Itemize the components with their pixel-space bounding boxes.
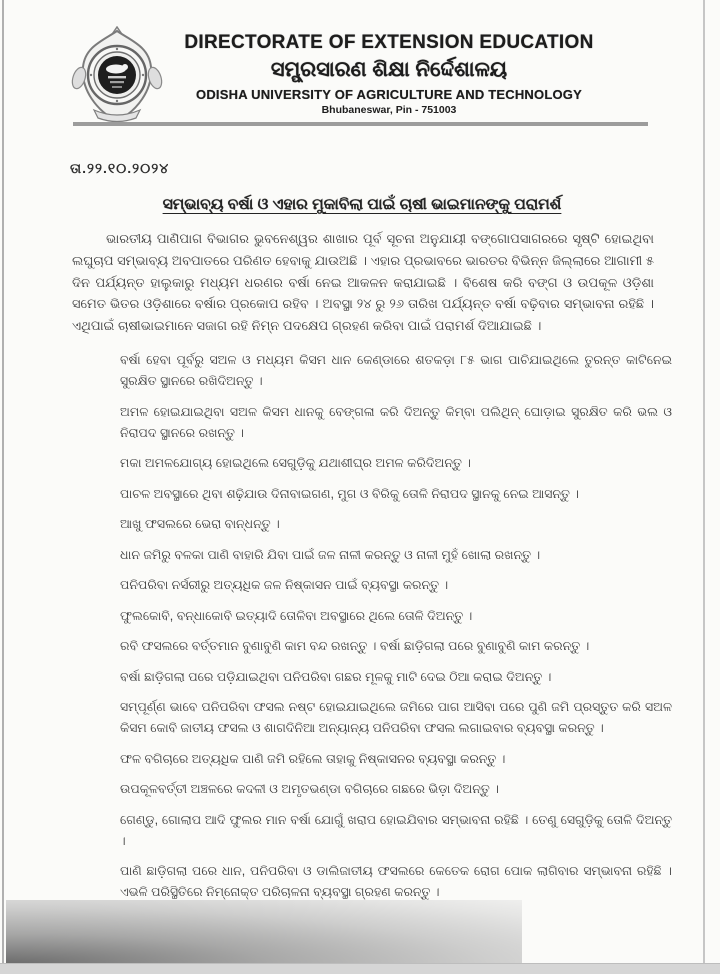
list-item: • ସମ୍ପୂର୍ଣ୍ଣ ଭାବେ ପନିପରିବା ଫସଲ ନଷ୍ଟ ହୋଇଯାଇଥିଲେ ଜମିରେ ପାଗ ଆସିବା ପରେ ପୁଣି ଜମି ପ୍ରସ୍ତୁତ କରି ସଅଳ କିସମ କୋବି ଜାତୀୟ ଫସଲ ଓ ଶାଗଦିନିଆ ଅନ୍ୟାନ୍ୟ ପନିପରିବା ଫସଲ ଲଗାଇବାର ବ୍ୟବସ୍ଥା କରନ୍ତୁ । <box>118 697 672 739</box>
list-item: • ରବି ଫସଲରେ ବର୍ତ୍ତମାନ ବୁଣାବୁଣି କାମ ବନ୍ଦ ରଖନ୍ତୁ । ବର୍ଷା ଛାଡ଼ିଗଲା ପରେ ବୁଣାବୁଣି କାମ କରନ୍ତୁ । <box>118 636 672 657</box>
advisory-bullet-list <box>102 350 672 914</box>
page-edge-right <box>703 0 705 974</box>
list-item: • ମକା ଅମଳଯୋଗ୍ୟ ହୋଇଥିଲେ ସେଗୁଡ଼ିକୁ ଯଥାଶୀଘ୍ର ଅମଳ କରିଦିଅନ୍ତୁ । <box>118 453 672 474</box>
intro-paragraph: ଭାରତୀୟ ପାଣିପାଗ ବିଭାଗର ଭୁବନେଶ୍ୱର ଶାଖାର ପୂର୍ବ ସୂଚନା ଅନୁଯାୟୀ ବଙ୍ଗୋପସାଗରରେ ସୃଷ୍ଟି ହୋଇଥିବା ଲଘୁଚାପ ସମ୍ଭାବ୍ୟ ଅବପାତରେ ପରିଣତ ହେବାକୁ ଯାଉଅଛି । ଏହାର ପ୍ରଭାବରେ ଭାରତର ବିଭିନ୍ନ ଜିଲ୍ଲାରେ ଆଗାମୀ ୫ ଦିନ ପର୍ଯ୍ୟନ୍ତ ହାଲୁକାରୁ ମଧ୍ୟମ ଧରଣର ବର୍ଷା ନେଇ ଆକଳନ କରାଯାଇଛି । ବିଶେଷ କରି ବଙ୍ଗ ଓ ଉପକୂଳ ଓଡ଼ିଶା ସମେତ ଭିତର ଓଡ଼ିଶାରେ ବର୍ଷାର ପ୍ରକୋପ ରହିବ । ଅବସ୍ଥା ୨୪ ରୁ ୨୬ ତାରିଖ ପର୍ଯ୍ୟନ୍ତ ବର୍ଷା ବଢ଼ିବାର ସମ୍ଭାବନା ରହିଛି । ଏଥିପାଇଁ ଚାଷୀଭାଇମାନେ ସଜାଗ ରହି ନିମ୍ନ ପଦକ୍ଷେପ ଗ୍ରହଣ କରିବା ପାଇଁ ପରାମର୍ଶ ଦିଆଯାଇଛି । <box>72 231 654 334</box>
address-line: Bhubaneswar, Pin - 751003 <box>321 104 457 116</box>
list-item: • ପନିପରିବା ନର୍ସରୀରୁ ଅତ୍ୟଧିକ ଜଳ ନିଷ୍କାସନ ପାଇଁ ବ୍ୟବସ୍ଥା କରନ୍ତୁ । <box>118 575 672 596</box>
document-title: ସମ୍ଭାବ୍ୟ ବର୍ଷା ଓ ଏହାର ମୁକାବିଲା ପାଇଁ ଚାଷୀ ଭାଇମାନଙ୍କୁ ପରାମର୍ଶ <box>162 196 562 213</box>
org-name-english: DIRECTORATE OF EXTENSION EDUCATION <box>184 32 594 53</box>
list-item: • ବର୍ଷା ଛାଡ଼ିଗଲା ପରେ ପଡ଼ିଯାଇଥିବା ପନିପରିବା ଗଛର ମୂଳକୁ ମାଟି ଦେଇ ଠିଆ କରାଇ ଦିଅନ୍ତୁ । <box>118 667 672 688</box>
list-item: • ପାଣି ଛାଡ଼ିଗଲା ପରେ ଧାନ, ପନିପରିବା ଓ ଡାଲିଜାତୀୟ ଫସଲରେ କେତେକ ରୋଗ ପୋକ ଲାଗିବାର ସମ୍ଭାବନା ରହିଛି । ଏଭଳି ପରିସ୍ଥିତିରେ ନିମ୍ନୋକ୍ତ ପରିଚାଳନା ବ୍ୟବସ୍ଥା ଗ୍ରହଣ କରନ୍ତୁ । <box>118 861 672 903</box>
page-edge-left <box>2 0 4 974</box>
list-item: • ଉପକୂଳବର୍ତ୍ତୀ ଅଞ୍ଚଳରେ କଦଳୀ ଓ ଅମୃତଭଣ୍ଡା ବଗିଚାରେ ଗଛରେ ଭିଡ଼ା ଦିଅନ୍ତୁ । <box>118 779 672 800</box>
list-item: • ଅମଳ ହୋଇଯାଇଥିବା ସଅଳ କିସମ ଧାନକୁ ବେଙ୍ଗଳା କରି ଦିଅନ୍ତୁ କିମ୍ବା ପଲିଥିନ୍ ଘୋଡ଼ାଇ ସୁରକ୍ଷିତ କରି ଭଲ ଓ ନିରାପଦ ସ୍ଥାନରେ ରଖନ୍ତୁ । <box>118 402 672 444</box>
document-date: ତା.୨୨.୧୦.୨୦୨୪ <box>70 160 170 176</box>
emblem-bull-icon <box>98 56 136 94</box>
list-item: • ଫୁଲକୋବି, ବନ୍ଧାକୋବି ଇତ୍ୟାଦି ତୋଳିବା ଅବସ୍ଥାରେ ଥିଲେ ତୋଳି ଦିଅନ୍ତୁ । <box>118 606 672 627</box>
university-name: ODISHA UNIVERSITY OF AGRICULTURE AND TECHNOLOGY <box>196 87 582 102</box>
letterhead <box>150 32 628 116</box>
list-item: • ଫଳ ବଗିଚାରେ ଅତ୍ୟଧିକ ପାଣି ଜମି ରହିଲେ ତାହାକୁ ନିଷ୍କାସନର ବ୍ୟବସ୍ଥା କରନ୍ତୁ । <box>118 749 672 770</box>
list-item: • ଗେଣ୍ଡୁ, ଗୋଲାପ ଆଦି ଫୁଲର ମାନ ବର୍ଷା ଯୋଗୁଁ ଖରାପ ହୋଇଯିବାର ସମ୍ଭାବନା ରହିଛି । ତେଣୁ ସେଗୁଡ଼ିକୁ ତୋଳି ଦିଅନ୍ତୁ । <box>118 810 672 852</box>
letterhead-divider <box>73 122 648 126</box>
list-item: • ବର୍ଷା ହେବା ପୂର୍ବରୁ ସଅଳ ଓ ମଧ୍ୟମ କିସମ ଧାନ କେଣ୍ଡାରେ ଶତକଡ଼ା ୮୫ ଭାଗ ପାଚିଯାଇଥିଲେ ତୁରନ୍ତ କାଟିନେଇ ସୁରକ୍ଷିତ ସ୍ଥାନରେ ରଖିଦିଅନ୍ତୁ । <box>118 350 672 392</box>
org-name-odia: ସମ୍ପ୍ରସାରଣ ଶିକ୍ଷା ନିର୍ଦ୍ଦେଶାଳୟ <box>270 58 508 81</box>
scan-page-edge <box>0 963 720 974</box>
list-item: • ଧାନ ଜମିରୁ ବଳକା ପାଣି ବାହାରି ଯିବା ପାଇଁ ଜଳ ନାଳୀ କରନ୍ତୁ ଓ ନାଳୀ ମୁହଁ ଖୋଲା ରଖନ୍ତୁ । <box>118 545 672 566</box>
list-item: • ଆଖୁ ଫସଲରେ ଭେରା ବାନ୍ଧନ୍ତୁ । <box>118 514 672 535</box>
scan-shadow-artifact <box>6 900 522 964</box>
list-item: • ପାଚଳ ଅବସ୍ଥାରେ ଥିବା ଶଢ଼ିଯାଉ ଦିନାବାଇଗଣ, ମୁଗ ଓ ବିରିକୁ ତୋଳି ନିରାପଦ ସ୍ଥାନକୁ ନେଇ ଆସନ୍ତୁ । <box>118 484 672 505</box>
